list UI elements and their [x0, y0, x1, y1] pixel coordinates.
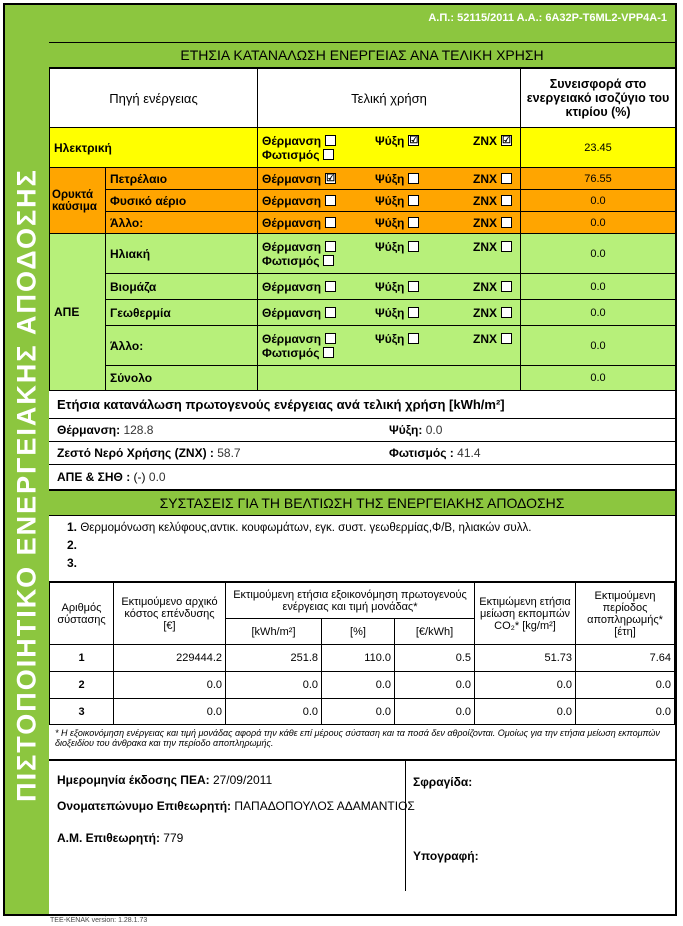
side-title: ΠΙΣΤΟΠΟΙΗΤΙΚΟ ΕΝΕΡΓΕΙΑΚΗΣ ΑΠΟΔΟΣΗΣ: [11, 168, 42, 802]
checkbox[interactable]: [501, 173, 512, 184]
energy-consumption-table: [49, 68, 676, 391]
cell-payback: 0.0: [576, 672, 675, 699]
lighting-label: Φωτισμός: [262, 253, 320, 268]
section1-title: ΕΤΗΣΙΑ ΚΑΤΑΝΑΛΩΣΗ ΕΝΕΡΓΕΙΑΣ ΑΝΑ ΤΕΛΙΚΗ ΧΡΗΣΗ: [49, 42, 675, 68]
checkbox[interactable]: [323, 347, 334, 358]
rec-number: 2.: [67, 538, 78, 552]
cell-pct: 0.0: [322, 699, 395, 725]
checkbox[interactable]: [501, 241, 512, 252]
cooling-label: Ψύξη: [375, 171, 405, 186]
cooling-primary-label: Ψύξη:: [389, 423, 423, 437]
table-row: [50, 326, 676, 366]
h-cost: Εκτιμούμενο αρχικό κόστος επένδυσης [€]: [114, 583, 226, 645]
heating-label: Θέρμανση: [262, 215, 322, 230]
heating-primary-label: Θέρμανση:: [57, 423, 121, 437]
cell-kwh: 0.0: [226, 699, 322, 725]
lighting-primary-label: Φωτισμός :: [389, 446, 454, 460]
dhw-label: ΖΝΧ: [473, 331, 498, 346]
table-row-total: [50, 366, 676, 391]
table-row: [50, 190, 676, 212]
checkbox-checked[interactable]: ☑: [502, 135, 511, 146]
end-use-cell: [258, 128, 521, 168]
inspector-am: [57, 831, 183, 845]
contrib-value: 0.0: [521, 274, 676, 300]
contrib-value: 0.0: [521, 234, 676, 274]
rec-text: Θερμομόνωση κελύφους,αντικ. κουφωμάτων, εγκ. συστ. γεωθερμίας,Φ/Β, ηλιακών συλλ.: [80, 522, 532, 534]
contrib-value: 0.0: [521, 366, 676, 391]
cell-num: 1: [50, 645, 114, 672]
version-text: TEE-KENAK version: 1.28.1.73: [50, 917, 148, 924]
cell-kwh: 0.0: [226, 672, 322, 699]
cell-num: 2: [50, 672, 114, 699]
checkbox[interactable]: [408, 173, 419, 184]
list-item: [67, 556, 667, 574]
end-use-cell: [258, 212, 521, 234]
table-row: [50, 274, 676, 300]
heating-primary-value: 128.8: [123, 423, 154, 437]
source-total: Σύνολο: [106, 366, 258, 391]
table-row: [50, 212, 676, 234]
cell-co2: 0.0: [475, 699, 576, 725]
checkbox-checked[interactable]: ☑: [409, 135, 419, 146]
source-oil: Πετρέλαιο: [106, 168, 258, 190]
table-row: [50, 672, 675, 699]
lighting-label: Φωτισμός: [262, 345, 320, 360]
cell-num: 3: [50, 699, 114, 725]
primary-row-3: [49, 465, 675, 490]
table-row: [50, 234, 676, 274]
dhw-label: ΖΝΧ: [473, 215, 498, 230]
checkbox[interactable]: [325, 135, 336, 146]
certificate-page: [3, 3, 677, 916]
checkbox-checked[interactable]: ☑: [326, 173, 336, 184]
h-num: Αριθμός σύστασης: [50, 583, 114, 645]
checkbox[interactable]: [323, 255, 334, 266]
dhw-label: ΖΝΧ: [473, 279, 498, 294]
h-co2: Εκτιμώμενη ετήσια μείωση εκπομπών CO₂* [kg/m²]: [475, 583, 576, 645]
cooling-label: Ψύξη: [375, 331, 405, 346]
res-sign: (-): [133, 470, 146, 484]
date-label: Ημερομηνία έκδοσης ΠΕΑ:: [57, 773, 210, 787]
source-other-fossil: Άλλο:: [106, 212, 258, 234]
heating-label: Θέρμανση: [262, 133, 322, 148]
checkbox[interactable]: [501, 307, 512, 318]
divider: [405, 761, 406, 891]
col-contrib-header: Συνεισφορά στο ενεργειακό ισοζύγιο του κτιρίου (%): [521, 69, 676, 128]
lighting-label: Φωτισμός: [262, 147, 320, 162]
footnote: * Η εξοικονόμηση ενέργειας και τιμή μονάδας αφορά την κάθε επί μέρους σύσταση και τα ποσά δεν αθροίζονται. Ομοίως για την ετήσια μείωση εκπομπών διοξειδίου του άνθρακα και την περίοδο αποπληρωμής.: [49, 725, 675, 761]
end-use-cell: [258, 300, 521, 326]
cooling-label: Ψύξη: [375, 279, 405, 294]
table-row: [50, 128, 676, 168]
source-biomass: Βιομάζα: [106, 274, 258, 300]
contrib-value: 23.45: [521, 128, 676, 168]
res-primary-label: ΑΠΕ & ΣΗΘ :: [57, 470, 131, 484]
cell-payback: 7.64: [576, 645, 675, 672]
checkbox[interactable]: [408, 241, 419, 252]
cooling-label: Ψύξη: [375, 215, 405, 230]
cooling-label: Ψύξη: [375, 239, 405, 254]
checkbox[interactable]: [501, 217, 512, 228]
cell-co2: 51.73: [475, 645, 576, 672]
checkbox[interactable]: [325, 195, 336, 206]
list-item: [67, 538, 667, 556]
dhw-label: ΖΝΧ: [473, 305, 498, 320]
heating-label: Θέρμανση: [262, 171, 322, 186]
checkbox[interactable]: [325, 241, 336, 252]
end-use-cell: [258, 274, 521, 300]
heating-label: Θέρμανση: [262, 279, 322, 294]
cell-pct: 0.0: [322, 672, 395, 699]
primary-row-2: [49, 442, 675, 465]
source-gas: Φυσικό αέριο: [106, 190, 258, 212]
section2-title: ΣΥΣΤΑΣΕΙΣ ΓΙΑ ΤΗ ΒΕΛΤΙΩΣΗ ΤΗΣ ΕΝΕΡΓΕΙΑΚΗΣ ΑΠΟΔΟΣΗΣ: [49, 490, 675, 516]
contrib-value: 0.0: [521, 212, 676, 234]
cell-eur: 0.5: [395, 645, 475, 672]
checkbox[interactable]: [325, 307, 336, 318]
contrib-value: 0.0: [521, 326, 676, 366]
heating-label: Θέρμανση: [262, 193, 322, 208]
group-fossil: Ορυκτά καύσιμα: [50, 168, 106, 234]
table-row: [50, 300, 676, 326]
source-electric: Ηλεκτρική: [50, 128, 258, 168]
rec-number: 1.: [67, 520, 78, 534]
res-primary-value: 0.0: [148, 470, 166, 484]
contrib-value: 76.55: [521, 168, 676, 190]
lighting-primary-value: 41.4: [457, 446, 481, 460]
checkbox[interactable]: [408, 217, 419, 228]
contrib-value: 0.0: [521, 190, 676, 212]
table-header-row: [50, 69, 676, 128]
h-savings: Εκτιμούμενη ετήσια εξοικονόμηση πρωτογενούς ενέργειας και τιμή μονάδας*: [226, 583, 475, 619]
checkbox[interactable]: [323, 149, 334, 160]
am-value: 779: [163, 831, 184, 845]
inspector-label: Ονοματεπώνυμο Επιθεωρητή:: [57, 799, 232, 813]
cell-pct: 110.0: [322, 645, 395, 672]
h-pct: [%]: [322, 619, 395, 645]
recommendations-table: [49, 582, 675, 725]
cell-cost: 0.0: [114, 699, 226, 725]
list-item: [67, 520, 667, 538]
cell-kwh: 251.8: [226, 645, 322, 672]
end-use-cell: [258, 190, 521, 212]
inspector-name: [57, 799, 415, 813]
end-use-cell: [258, 168, 521, 190]
table-row: [50, 699, 675, 725]
cooling-primary-value: 0.0: [425, 423, 443, 437]
rec-number: 3.: [67, 556, 78, 570]
cell-co2: 0.0: [475, 672, 576, 699]
col-source-header: Πηγή ενέργειας: [50, 69, 258, 128]
checkbox[interactable]: [325, 333, 336, 344]
checkbox[interactable]: [408, 333, 419, 344]
cooling-label: Ψύξη: [375, 305, 405, 320]
cooling-label: Ψύξη: [375, 133, 405, 148]
checkbox[interactable]: [325, 217, 336, 228]
end-use-cell: [258, 366, 521, 391]
cell-cost: 229444.2: [114, 645, 226, 672]
h-payback: Εκτιμούμενη περίοδος αποπληρωμής* [έτη]: [576, 583, 675, 645]
checkbox[interactable]: [408, 195, 419, 206]
end-use-list: [262, 134, 516, 162]
dhw-primary-label: Ζεστό Νερό Χρήσης (ΖΝΧ) :: [57, 446, 214, 460]
checkbox[interactable]: [408, 281, 419, 292]
signature-area: [49, 761, 675, 891]
primary-energy-title: Ετήσια κατανάλωση πρωτογενούς ενέργειας ανά τελική χρήση [kWh/m²]: [49, 391, 675, 419]
cell-eur: 0.0: [395, 672, 475, 699]
col-use-header: Τελική χρήση: [258, 69, 521, 128]
am-label: Α.Μ. Επιθεωρητή:: [57, 831, 160, 845]
group-res: ΑΠΕ: [50, 234, 106, 391]
table-row: [50, 645, 675, 672]
checkbox[interactable]: [501, 281, 512, 292]
issue-date: [57, 773, 272, 787]
signature-label: Υπογραφή:: [413, 849, 479, 863]
dhw-label: ΖΝΧ: [473, 239, 498, 254]
cooling-label: Ψύξη: [375, 193, 405, 208]
end-use-cell: [258, 326, 521, 366]
h-kwh: [kWh/m²]: [226, 619, 322, 645]
recommendations-list: [49, 516, 675, 582]
checkbox[interactable]: [501, 333, 512, 344]
cell-eur: 0.0: [395, 699, 475, 725]
primary-row-1: [49, 419, 675, 442]
checkbox[interactable]: [408, 307, 419, 318]
cell-payback: 0.0: [576, 699, 675, 725]
inspector-value: ΠΑΠΑΔΟΠΟΥΛΟΣ ΑΔΑΜΑΝΤΙΟΣ: [234, 799, 415, 813]
source-solar: Ηλιακή: [106, 234, 258, 274]
contrib-value: 0.0: [521, 300, 676, 326]
table-header-row: [50, 583, 675, 619]
heating-label: Θέρμανση: [262, 331, 322, 346]
source-geothermal: Γεωθερμία: [106, 300, 258, 326]
side-banner: [5, 5, 49, 914]
checkbox[interactable]: [501, 195, 512, 206]
heating-label: Θέρμανση: [262, 239, 322, 254]
main-content: [49, 5, 675, 914]
dhw-label: ΖΝΧ: [473, 171, 498, 186]
checkbox[interactable]: [325, 281, 336, 292]
end-use-cell: [258, 234, 521, 274]
date-value: 27/09/2011: [212, 773, 273, 787]
table-row: [50, 168, 676, 190]
h-eurkwh: [€/kWh]: [395, 619, 475, 645]
dhw-label: ΖΝΧ: [473, 133, 498, 148]
header-reference: Α.Π.: 52115/2011 Α.Α.: 6Α32Ρ-Τ6ΜL2-VPP4Α-1: [49, 5, 675, 42]
cell-cost: 0.0: [114, 672, 226, 699]
source-other-res: Άλλο:: [106, 326, 258, 366]
stamp-label: Σφραγίδα:: [413, 775, 473, 789]
dhw-label: ΖΝΧ: [473, 193, 498, 208]
dhw-primary-value: 58.7: [217, 446, 241, 460]
heating-label: Θέρμανση: [262, 305, 322, 320]
